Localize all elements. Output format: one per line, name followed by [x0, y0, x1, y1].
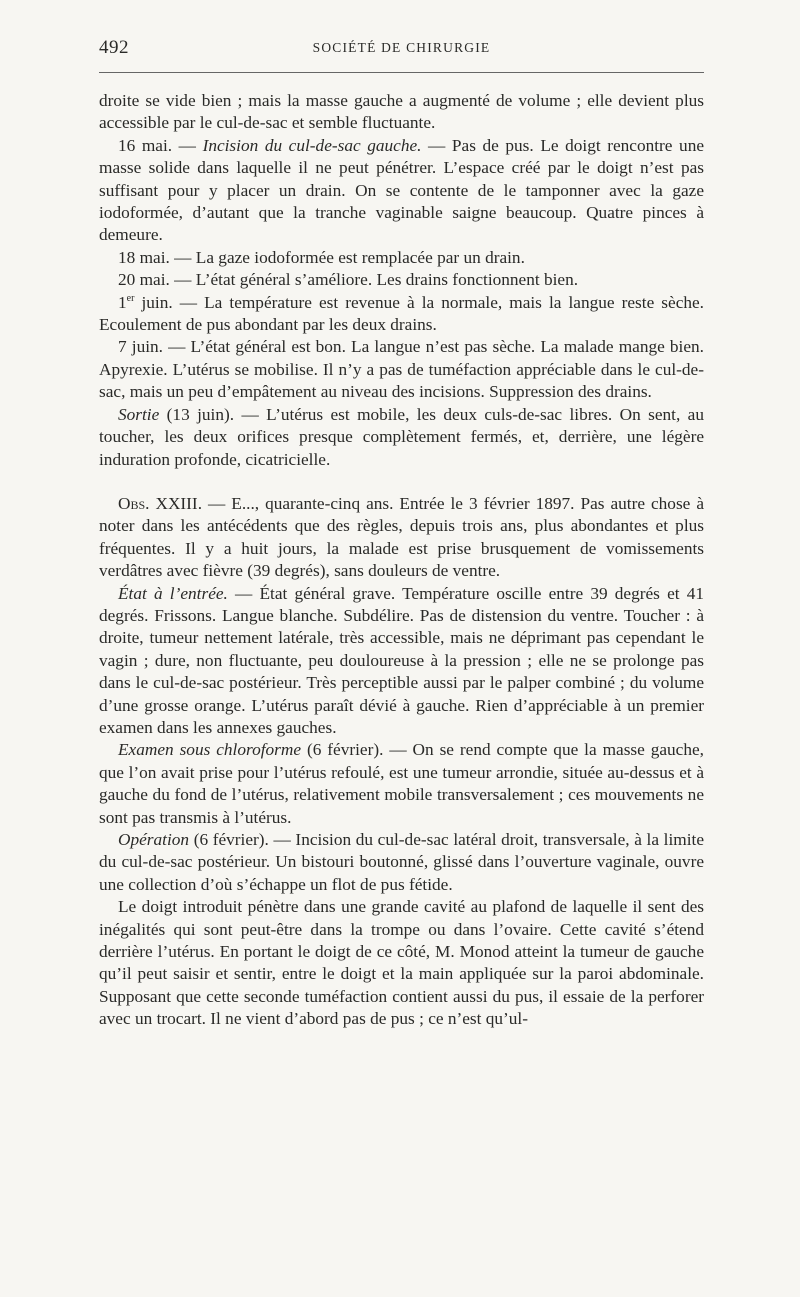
date-text: 16 mai. —	[118, 135, 203, 155]
paragraph-text: 7 juin. — L’état général est bon. La langue n’est pas sèche. La malade mange bien. Apyrexie. L’utérus se mobilise. Il n’y a pas de tuméfaction appréciable dans le cul-de-sac, mais un peu d’empâtement au niveau des incisions. Suppression des drains.	[99, 337, 704, 402]
ordinal-suffix: er	[126, 292, 135, 304]
paragraph-text: — E..., quarante-cinq ans. Entrée le 3 février 1897. Pas autre chose à noter dans les antécédents que des règles, depuis trois ans, plus abondantes et plus fréquentes. Il y a huit jours, la malade est prise brusquement de vomissements verdâtres avec fièvre (39 degrés), sans douleurs de ventre.	[99, 493, 704, 581]
paragraph-etat-entree	[99, 583, 704, 740]
paragraph-obs-xxiii	[99, 493, 704, 583]
paragraph-text: 18 mai. — La gaze iodoformée est remplacée par un drain.	[118, 247, 525, 267]
paragraph-7-juin	[99, 336, 704, 403]
italic-heading: Examen sous chloroforme	[118, 740, 302, 760]
italic-heading: Opération	[118, 830, 190, 849]
paragraph-18-mai	[99, 247, 704, 269]
header-rule	[99, 72, 704, 73]
paragraph-text: 20 mai. — L’état général s’améliore. Les drains fonctionnent bien.	[118, 270, 579, 290]
paragraph-text: (6 février). — Incision du cul-de-sac latéral droit, transversale, à la limite du cul-de-sac postérieur. Un bistouri boutonné, glissé dans l’ouverture vaginale, ouvre une collection d’où s’échappe un flot de pus fétide.	[99, 830, 704, 894]
italic-heading: Sortie	[118, 404, 160, 424]
observation-label: Obs. XXIII.	[118, 493, 203, 513]
body-text	[99, 68, 704, 1031]
paragraph-examen	[99, 739, 704, 829]
page-number: 492	[99, 37, 129, 58]
paragraph-1-juin	[99, 292, 704, 337]
paragraph-continued	[99, 90, 704, 135]
page-header	[99, 0, 704, 68]
paragraph-operation	[99, 829, 704, 896]
paragraph-text: (13 juin). — L’utérus est mobile, les deux culs-de-sac libres. On sent, au toucher, les deux orifices presque complètement fermés, et, derrière, une légère induration profonde, cicatricielle.	[99, 404, 704, 469]
paragraph-text: Le doigt introduit pénètre dans une grande cavité au plafond de laquelle il sent des inégalités qui sont peut-être dans la trompe ou dans l’ovaire. Cette cavité s’étend derrière l’utérus. En portant le doigt de ce côté, M. Monod atteint la tumeur de gauche qu’il peut saisir et sentir, entre le doigt et la main appliquée sur la paroi abdominale. Supposant que cette seconde tuméfaction contient aussi du pus, il essaie de la perforer avec un trocart. Il ne vient d’abord pas de pus ; ce n’est qu’ul-	[99, 897, 704, 1029]
running-title: SOCIÉTÉ DE CHIRURGIE	[312, 40, 491, 55]
section-gap	[99, 471, 704, 493]
paragraph-20-mai	[99, 269, 704, 291]
day-number: 1	[118, 292, 127, 312]
paragraph-text: (6 février). — On se rend compte que la masse gauche, que l’on avait prise pour l’utérus refoulé, est une tumeur arrondie, située au-dessus et à gauche du fond de l’utérus, relativement mobile transversalement ; ces mouvements ne sont pas transmis à l’utérus.	[99, 740, 704, 827]
paragraph-sortie	[99, 404, 704, 471]
paragraph-text: juin. — La température est revenue à la normale, mais la langue reste sèche. Ecoulement de pus abondant par les deux drains.	[99, 292, 704, 335]
paragraph-16-mai	[99, 135, 704, 247]
paragraph-text: — Pas de pus. Le doigt rencontre une masse solide dans laquelle il ne peut pénétrer. L’espace créé par le doigt n’est pas suffisant pour y placer un drain. On se contente de le tamponner avec la gaze iodoformée, d’autant que la tranche vaginable saigne beaucoup. Quatre pinces à demeure.	[99, 135, 705, 245]
paragraph-doigt	[99, 896, 704, 1030]
paragraph-text: droite se vide bien ; mais la masse gauche a augmenté de volume ; elle devient plus accessible par le cul-de-sac et semble fluctuante.	[99, 91, 704, 133]
italic-heading: Incision du cul-de-sac gauche.	[202, 135, 422, 155]
paragraph-text: — État général grave. Température oscille entre 39 degrés et 41 degrés. Frissons. Langue blanche. Subdélire. Pas de distension du ventre. Toucher : à droite, tumeur nettement latérale, très accessible, mais ne déprimant pas cependant le vagin ; dure, non fluctuante, peu douloureuse à la pression ; elle ne se prolonge pas dans le cul-de-sac postérieur. Très perceptible aussi par le palper combiné ; du volume d’une grosse orange. L’utérus paraît dévié à gauche. Rien d’appréciable à un premier examen dans les annexes gauches.	[99, 583, 704, 737]
italic-heading: État à l’entrée.	[118, 583, 228, 603]
